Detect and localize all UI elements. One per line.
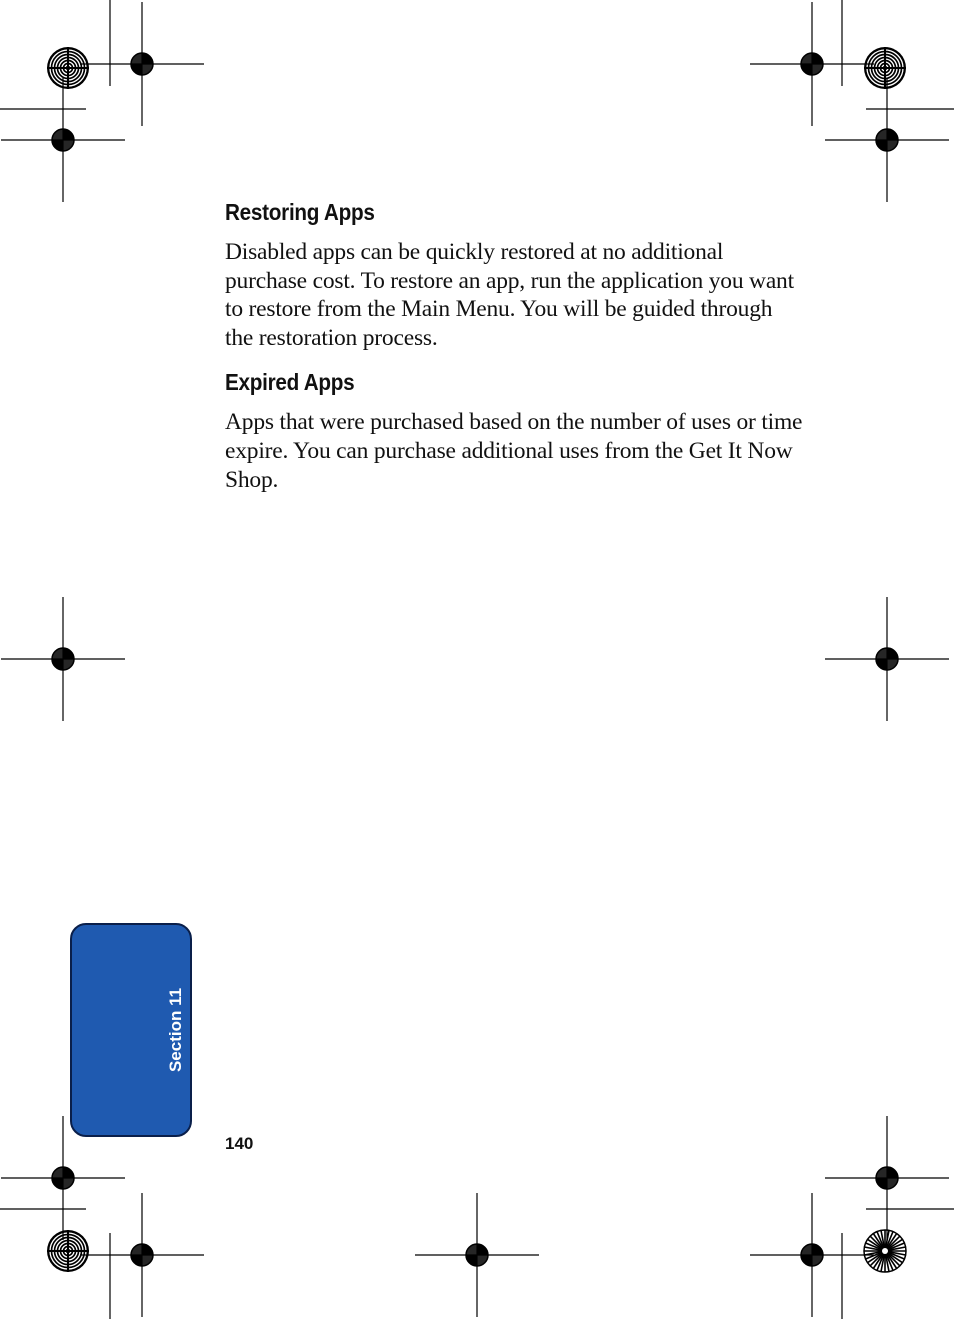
paragraph-restoring-apps: Disabled apps can be quickly restored at no additional purchase cost. To restore an app, run the application you want to restore from the Main Menu. You will be guided through the restoration process. [225, 239, 794, 351]
section-heading-expired-apps: Expired Apps [225, 369, 355, 396]
page-number: 140 [225, 1134, 254, 1153]
section-heading-restoring-apps: Restoring Apps [225, 199, 375, 225]
paragraph-expired-apps: Apps that were purchased based on the number of uses or time expire. You can purchase additional uses from the Get It Now Shop. [225, 409, 803, 493]
section-tab-label: Section 11 [166, 987, 185, 1073]
page-content [225, 196, 805, 494]
